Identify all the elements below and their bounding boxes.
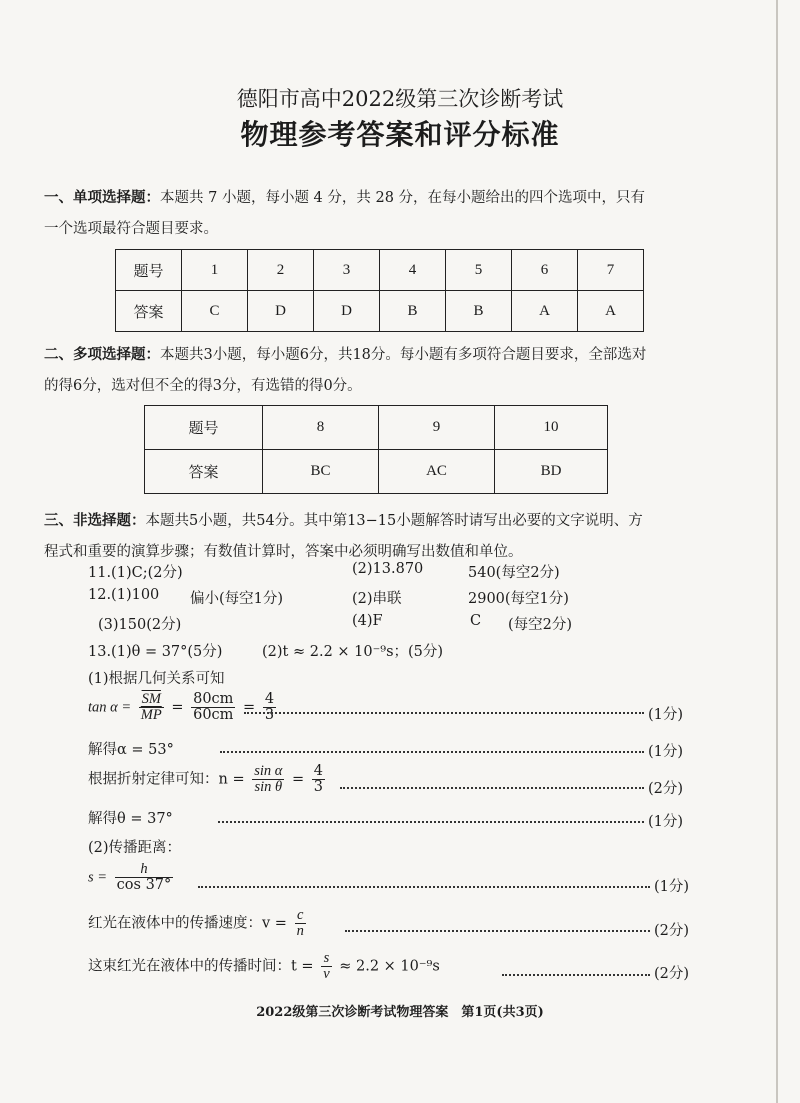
q11-part2: (2)13.870 — [352, 561, 424, 577]
tan-equation: tan α = $\frac{\overline{SM}}{MP}$ = $\frac{80cm}{60cm}$ = $\frac{4}{3}$ — [88, 691, 275, 723]
section3-heading: 三、非选择题： — [44, 512, 146, 529]
part1-heading: (1)根据几何关系可知 — [88, 671, 225, 687]
section2-intro — [44, 339, 646, 402]
question-number: 8 — [263, 406, 379, 450]
q12-part2-extra: 2900(每空1分) — [468, 591, 569, 607]
row-label-answer: 答案 — [116, 291, 182, 332]
part2-heading: (2)传播距离： — [88, 840, 182, 856]
question-number: 5 — [446, 250, 512, 291]
page-edge-shadow — [776, 0, 778, 1103]
distance-equation: s = $\frac{h}{\cos 37^\circ}$ — [88, 861, 172, 893]
refraction-text: 根据折射定律可知：n = — [88, 771, 245, 788]
score-label: (1分) — [654, 879, 690, 895]
q12-part2: (2)串联 — [352, 591, 402, 607]
theta-result: 解得θ = 37° — [88, 811, 173, 827]
time-equation: 这束红光在液体中的传播时间：t = $\frac{s}{v}$ ≈ 2.2 × 10⁻⁹s — [88, 950, 440, 982]
fraction: $\frac{4}{3}$ — [264, 691, 275, 723]
section3-text-line2: 程式和重要的演算步骤；有数值计算时，答案中必须明确写出数值和单位。 — [44, 544, 523, 560]
question-number: 6 — [512, 250, 578, 291]
table-row — [116, 250, 644, 291]
answer-cell: B — [380, 291, 446, 332]
q12-part1: 12.(1)100 — [88, 587, 160, 603]
score-label: (2分) — [654, 966, 690, 982]
alpha-result: 解得α = 53° — [88, 742, 174, 758]
section1-text-line1: 本题共 7 小题，每小题 4 分，共 28 分，在每小题给出的四个选项中，只有 — [160, 190, 646, 206]
q12-part4-score: (每空2分) — [508, 617, 573, 633]
exam-title: 德阳市高中2022级第三次诊断考试 — [236, 87, 564, 111]
question-number: 7 — [578, 250, 644, 291]
page-footer: 2022级第三次诊断考试物理答案 第1页(共3页) — [256, 1005, 544, 1020]
q12-part4-answer: C — [470, 613, 482, 629]
refraction-equation: 根据折射定律可知：n = $\frac{\text{sin α}}{\text{sin θ}}$ = $\frac{4}{3}$ — [88, 763, 323, 795]
leader-dots — [340, 787, 644, 789]
score-label: (2分) — [648, 781, 684, 797]
fraction: $\frac{c}{n}$ — [296, 907, 304, 939]
q12-part3: (3)150(2分) — [98, 617, 182, 633]
answer-key-title: 物理参考答案和评分标准 — [240, 118, 560, 151]
table-row — [145, 450, 608, 494]
leader-dots — [218, 821, 644, 823]
answer-cell: B — [446, 291, 512, 332]
fraction: $\frac{\overline{SM}}{MP}$ — [140, 691, 162, 723]
leader-dots — [220, 751, 644, 753]
score-label: (2分) — [654, 923, 690, 939]
fraction: $\frac{h}{\cos 37^\circ}$ — [116, 861, 172, 893]
fraction: $\frac{\text{sin α}}{\text{sin θ}}$ — [254, 763, 283, 795]
score-label: (1分) — [648, 814, 684, 830]
question-number: 4 — [380, 250, 446, 291]
answer-cell: BD — [495, 450, 608, 494]
section3-text-line1: 本题共5小题，共54分。其中第13−15小题解答时请写出必要的文字说明、方 — [145, 513, 643, 529]
section2-text-line1: 本题共3小题，每小题6分，共18分。每小题有多项符合题目要求，全部选对 — [160, 347, 647, 363]
q12-part4: (4)F — [352, 613, 383, 629]
score-label: (1分) — [648, 707, 684, 723]
fraction: $\frac{4}{3}$ — [313, 763, 323, 795]
question-number: 1 — [182, 250, 248, 291]
leader-dots — [502, 974, 650, 976]
table-row — [116, 291, 644, 332]
multi-choice-table — [144, 405, 608, 494]
leader-dots — [244, 712, 644, 714]
question-number: 3 — [314, 250, 380, 291]
section1-intro — [44, 182, 645, 245]
answer-cell: D — [248, 291, 314, 332]
question-number: 10 — [495, 406, 608, 450]
leader-dots — [345, 930, 650, 932]
q11-part1: 11.(1)C;(2分) — [88, 565, 183, 581]
section1-heading: 一、单项选择题： — [44, 189, 160, 206]
q12-part1-extra: 偏小(每空1分) — [190, 591, 284, 607]
fraction: $\frac{s}{v}$ — [323, 950, 330, 982]
answer-cell: C — [182, 291, 248, 332]
answer-cell: A — [578, 291, 644, 332]
row-label-question: 题号 — [116, 250, 182, 291]
answer-cell: A — [512, 291, 578, 332]
section2-text-line2: 的得6分，选对但不全的得3分，有选错的得0分。 — [44, 378, 362, 394]
question-number: 9 — [379, 406, 495, 450]
section2-heading: 二、多项选择题： — [44, 346, 160, 363]
q13-summary-2: (2)t ≈ 2.2 × 10⁻⁹s；(5分) — [262, 644, 444, 660]
q11-part2-extra: 540(每空2分) — [468, 565, 560, 581]
score-label: (1分) — [648, 744, 684, 760]
speed-equation: 红光在液体中的传播速度：v = $\frac{c}{n}$ — [88, 907, 304, 939]
row-label-answer: 答案 — [145, 450, 263, 494]
answer-cell: BC — [263, 450, 379, 494]
table-row — [145, 406, 608, 450]
section1-text-line2: 一个选项最符合题目要求。 — [44, 221, 218, 237]
single-choice-table — [115, 249, 644, 332]
question-number: 2 — [248, 250, 314, 291]
answer-cell: D — [314, 291, 380, 332]
q13-summary-1: 13.(1)θ = 37°(5分) — [88, 644, 223, 660]
fraction: $\frac{80cm}{60cm}$ — [193, 691, 234, 723]
leader-dots — [198, 886, 650, 888]
answer-cell: AC — [379, 450, 495, 494]
row-label-question: 题号 — [145, 406, 263, 450]
section3-intro — [44, 505, 643, 568]
tan-lhs: tan α = — [88, 699, 132, 716]
